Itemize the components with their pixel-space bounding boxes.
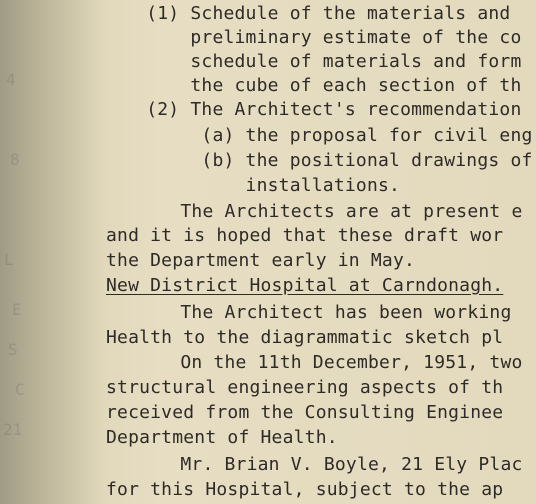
text-line: On the 11th December, 1951, two	[70, 352, 523, 373]
text-line: The Architect has been working	[70, 302, 512, 323]
text-line: the Department early in May.	[106, 250, 416, 271]
text-line: Health to the diagrammatic sketch pl	[106, 327, 504, 348]
text-line: the cube of each section of th	[80, 75, 522, 96]
text-line: (2) The Architect's recommendation	[80, 99, 522, 120]
text-line: (a) the proposal for civil eng	[80, 125, 533, 146]
text-line: Department of Health.	[106, 427, 338, 448]
text-line: for this Hospital, subject to the ap	[106, 479, 504, 500]
text-line: (1) Schedule of the materials and	[80, 3, 511, 24]
section-heading: New District Hospital at Carndonagh.	[106, 275, 504, 296]
text-line: and it is hoped that these draft wor	[106, 225, 504, 246]
text-line: The Architects are at present e	[70, 201, 523, 222]
text-line: Mr. Brian V. Boyle, 21 Ely Plac	[70, 454, 523, 475]
bleed-mark: S	[8, 340, 18, 359]
bleed-mark: L	[4, 250, 14, 269]
bleed-mark: E	[12, 300, 22, 319]
bleed-mark: 21	[3, 420, 23, 439]
text-line: structural engineering aspects of th	[106, 377, 504, 398]
bleed-mark: 8	[10, 150, 20, 169]
text-line: schedule of materials and form	[80, 51, 522, 72]
bleed-mark: C	[15, 380, 25, 399]
text-line: preliminary estimate of the co	[80, 27, 522, 48]
text-line: received from the Consulting Enginee	[106, 402, 504, 423]
text-line: installations.	[80, 175, 401, 196]
bleed-mark: 4	[6, 70, 16, 89]
text-line: (b) the positional drawings of	[80, 150, 533, 171]
